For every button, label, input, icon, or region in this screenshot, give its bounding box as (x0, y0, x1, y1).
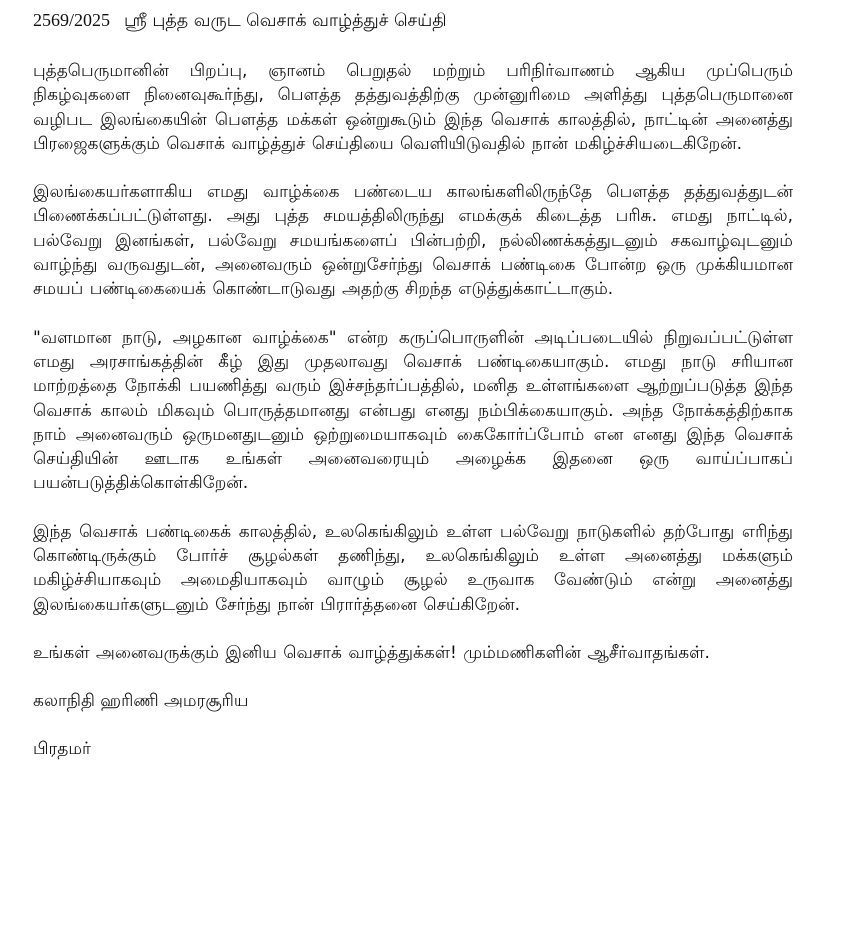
header-title: ஸ்ரீ புத்த வருட வெசாக் வாழ்த்துச் செய்தி (124, 11, 447, 31)
paragraph-intro: புத்தபெருமானின் பிறப்பு, ஞானம் பெறுதல் மற்றும் பரிநிர்வாணம் ஆகிய முப்பெரும் நிகழ்வுகளை நினைவுகூர்ந்து, பௌத்த தத்துவத்திற்கு முன்னுரிமை அளித்து புத்தபெருமானை வழிபட இலங்கையின் பௌத்த மக்கள் ஒன்றுகூடும் இந்த வெசாக் காலத்தில், நாட்டின் அனைத்து பிரஜைகளுக்கும் வெசாக் வாழ்த்துச் செய்தியை வெளியிடுவதில் நான் மகிழ்ச்சியடைகிறேன். (33, 61, 793, 154)
header-year: 2569/2025 (33, 10, 111, 30)
signature-title: பிரதமர் (33, 739, 91, 760)
document-header (33, 8, 793, 33)
paragraph-prayer: இந்த வெசாக் பண்டிகைக் காலத்தில், உலகெங்கிலும் உள்ள பல்வேறு நாடுகளில் தற்போது எரிந்து கொண்டிருக்கும் போர்ச் சூழல்கள் தணிந்து, உலகெங்கிலும் உள்ள அனைத்து மக்களும் மகிழ்ச்சியாகவும் அமைதியாகவும் வாழும் சூழல் உருவாக வேண்டும் என்று அனைத்து இலங்கையர்களுடனும் சேர்ந்து நான் பிரார்த்தனை செய்கிறேன். (33, 521, 793, 615)
message-document (33, 8, 793, 761)
paragraph-government: "வளமான நாடு, அழகான வாழ்க்கை" என்ற கருப்பொருளின் அடிப்படையில் நிறுவப்பட்டுள்ள எமது அரசாங்கத்தின் கீழ் இது முதலாவது வெசாக் பண்டிகையாகும். எமது நாடு சரியான மாற்றத்தை நோக்கி பயணித்து வரும் இச்சந்தர்ப்பத்தில், மனித உள்ளங்களை ஆற்றுப்படுத்த இந்த வெசாக் காலம் மிகவும் பொருத்தமானது என்பது எனது நம்பிக்கையாகும். அந்த நோக்கத்திற்காக நாம் அனைவரும் ஒருமனதுடனும் ஒற்றுமையாகவும் கைகோர்ப்போம் என எனது இந்த வெசாக் செய்தியின் ஊடாக உங்கள் அனைவரையும் அழைக்க இதனை ஒரு வாய்ப்பாகப் பயன்படுத்திக்கொள்கிறேன். (33, 327, 793, 494)
paragraph-heritage: இலங்கையர்களாகிய எமது வாழ்க்கை பண்டைய காலங்களிலிருந்தே பௌத்த தத்துவத்துடன் பிணைக்கப்பட்டுள்ளது. அது புத்த சமயத்திலிருந்து எமக்குக் கிடைத்த பரிசு. எமது நாட்டில், பல்வேறு இனங்கள், பல்வேறு சமயங்களைப் பின்பற்றி, நல்லிணக்கத்துடனும் சகவாழ்வுடனும் வாழ்ந்து வருவதுடன், அனைவரும் ஒன்றுசேர்ந்து வெசாக் பண்டிகை போன்ற ஒரு முக்கியமான சமயப் பண்டிகையைக் கொண்டாடுவது அதற்கு சிறந்த எடுத்துக்காட்டாகும். (33, 182, 793, 300)
paragraph-greeting: உங்கள் அனைவருக்கும் இனிய வெசாக் வாழ்த்துக்கள்! மும்மணிகளின் ஆசீர்வாதங்கள். (33, 642, 710, 663)
signature-name: கலாநிதி ஹரிணி அமரசூரிய (33, 691, 249, 712)
